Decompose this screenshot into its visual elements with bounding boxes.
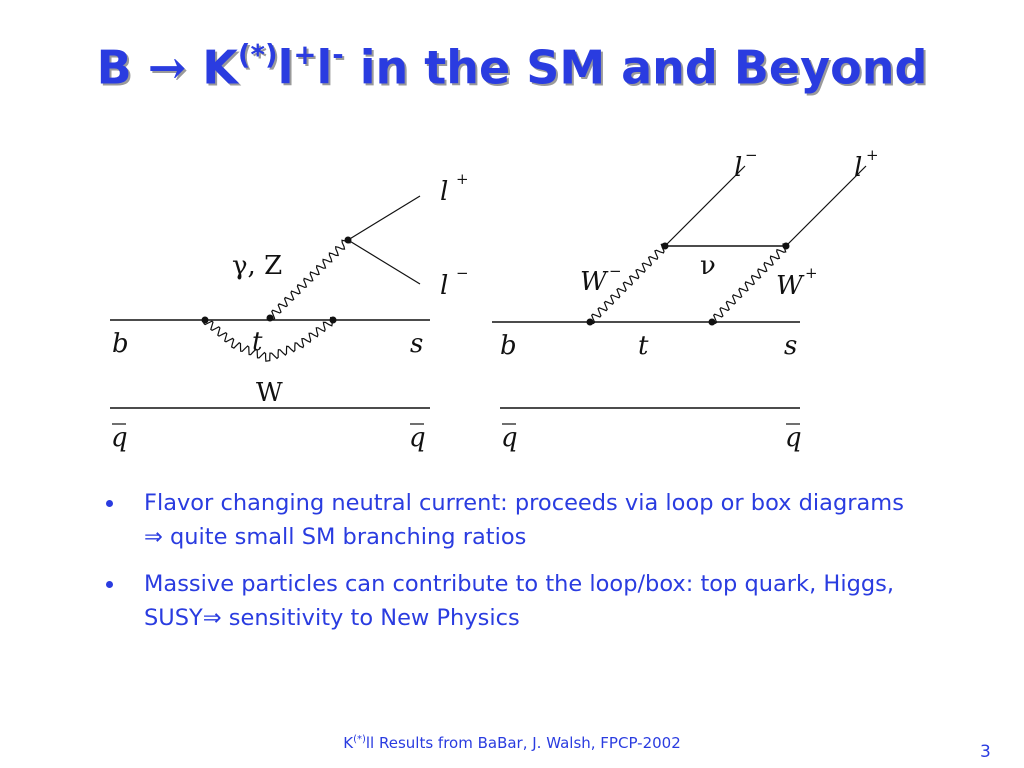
- label-s: s: [784, 331, 798, 361]
- vertex: [345, 237, 352, 244]
- slide-footer: [0, 734, 1024, 752]
- label-l-plus: l: [854, 153, 863, 183]
- implies-arrow: ⇒: [144, 524, 163, 550]
- label-l-minus: l: [734, 153, 743, 183]
- label-w-plus-sup: +: [805, 264, 818, 282]
- bullet-text: quite small SM branching ratios: [162, 524, 527, 550]
- page-number: 3: [980, 742, 991, 762]
- lepton-line-plus: [348, 196, 420, 240]
- title-l1-sup: +: [293, 38, 317, 71]
- title-l2-sup: -: [332, 38, 344, 71]
- bullet-dot: [106, 500, 113, 507]
- label-l-minus-sup: −: [745, 146, 758, 164]
- vertex: [783, 243, 790, 250]
- label-l-plus: l: [440, 177, 449, 207]
- label-qbar-left: q: [501, 423, 518, 453]
- bullet-item: [104, 567, 924, 635]
- label-qbar-right: q: [785, 423, 802, 453]
- vertex: [202, 317, 209, 324]
- bullet-text: Flavor changing neutral current: proceeds via loop or box diagrams: [144, 490, 904, 516]
- bullet-list: [104, 486, 924, 648]
- vertex: [330, 317, 337, 324]
- vertex: [587, 319, 594, 326]
- label-qbar-right: q: [409, 423, 426, 453]
- penguin-diagram: [110, 170, 469, 453]
- title-l1: l: [277, 40, 294, 95]
- w-plus-propagator: [712, 243, 786, 323]
- label-w-minus: W: [580, 267, 607, 297]
- title-k-sup: (*): [237, 38, 278, 71]
- bullet-text: Massive particles can contribute to the loop/box: top quark, Higgs, SUSY: [144, 571, 895, 631]
- title-l2: l: [316, 40, 333, 95]
- label-l-plus-sup: +: [456, 170, 469, 188]
- title-suffix: in the SM and Beyond: [343, 40, 928, 95]
- implies-arrow: ⇒: [202, 605, 222, 631]
- lepton-line-minus: [665, 166, 745, 246]
- label-qbar-left: q: [111, 423, 128, 453]
- vertex: [709, 319, 716, 326]
- label-gamma-z: γ, Z: [232, 251, 283, 281]
- label-l-minus-sup: −: [456, 264, 469, 282]
- label-w: W: [256, 378, 283, 408]
- label-b: b: [112, 329, 129, 359]
- footer-text: K: [343, 734, 354, 752]
- label-nu: ν: [700, 251, 716, 281]
- title-arrow: →: [147, 40, 187, 95]
- label-t: t: [252, 327, 263, 357]
- label-l-minus: l: [440, 271, 449, 301]
- bullet-item: [104, 486, 924, 554]
- label-b: b: [500, 331, 517, 361]
- bullet-text: sensitivity to New Physics: [221, 605, 520, 631]
- label-w-plus: W: [776, 271, 803, 301]
- footer-sup: (*): [353, 734, 366, 745]
- label-w-minus-sup: −: [609, 262, 622, 280]
- title-b: B: [96, 40, 132, 95]
- w-loop-propagator: [204, 317, 332, 361]
- vertex: [267, 315, 274, 322]
- box-diagram: [492, 146, 879, 453]
- footer-text: ll Results from BaBar, J. Walsh, FPCP-2002: [365, 734, 681, 752]
- label-l-plus-sup: +: [866, 146, 879, 164]
- title-k: K: [202, 40, 238, 95]
- bullet-dot: [106, 581, 113, 588]
- lepton-line-minus: [348, 240, 420, 284]
- label-s: s: [410, 329, 424, 359]
- vertex: [662, 243, 669, 250]
- label-t: t: [638, 331, 649, 361]
